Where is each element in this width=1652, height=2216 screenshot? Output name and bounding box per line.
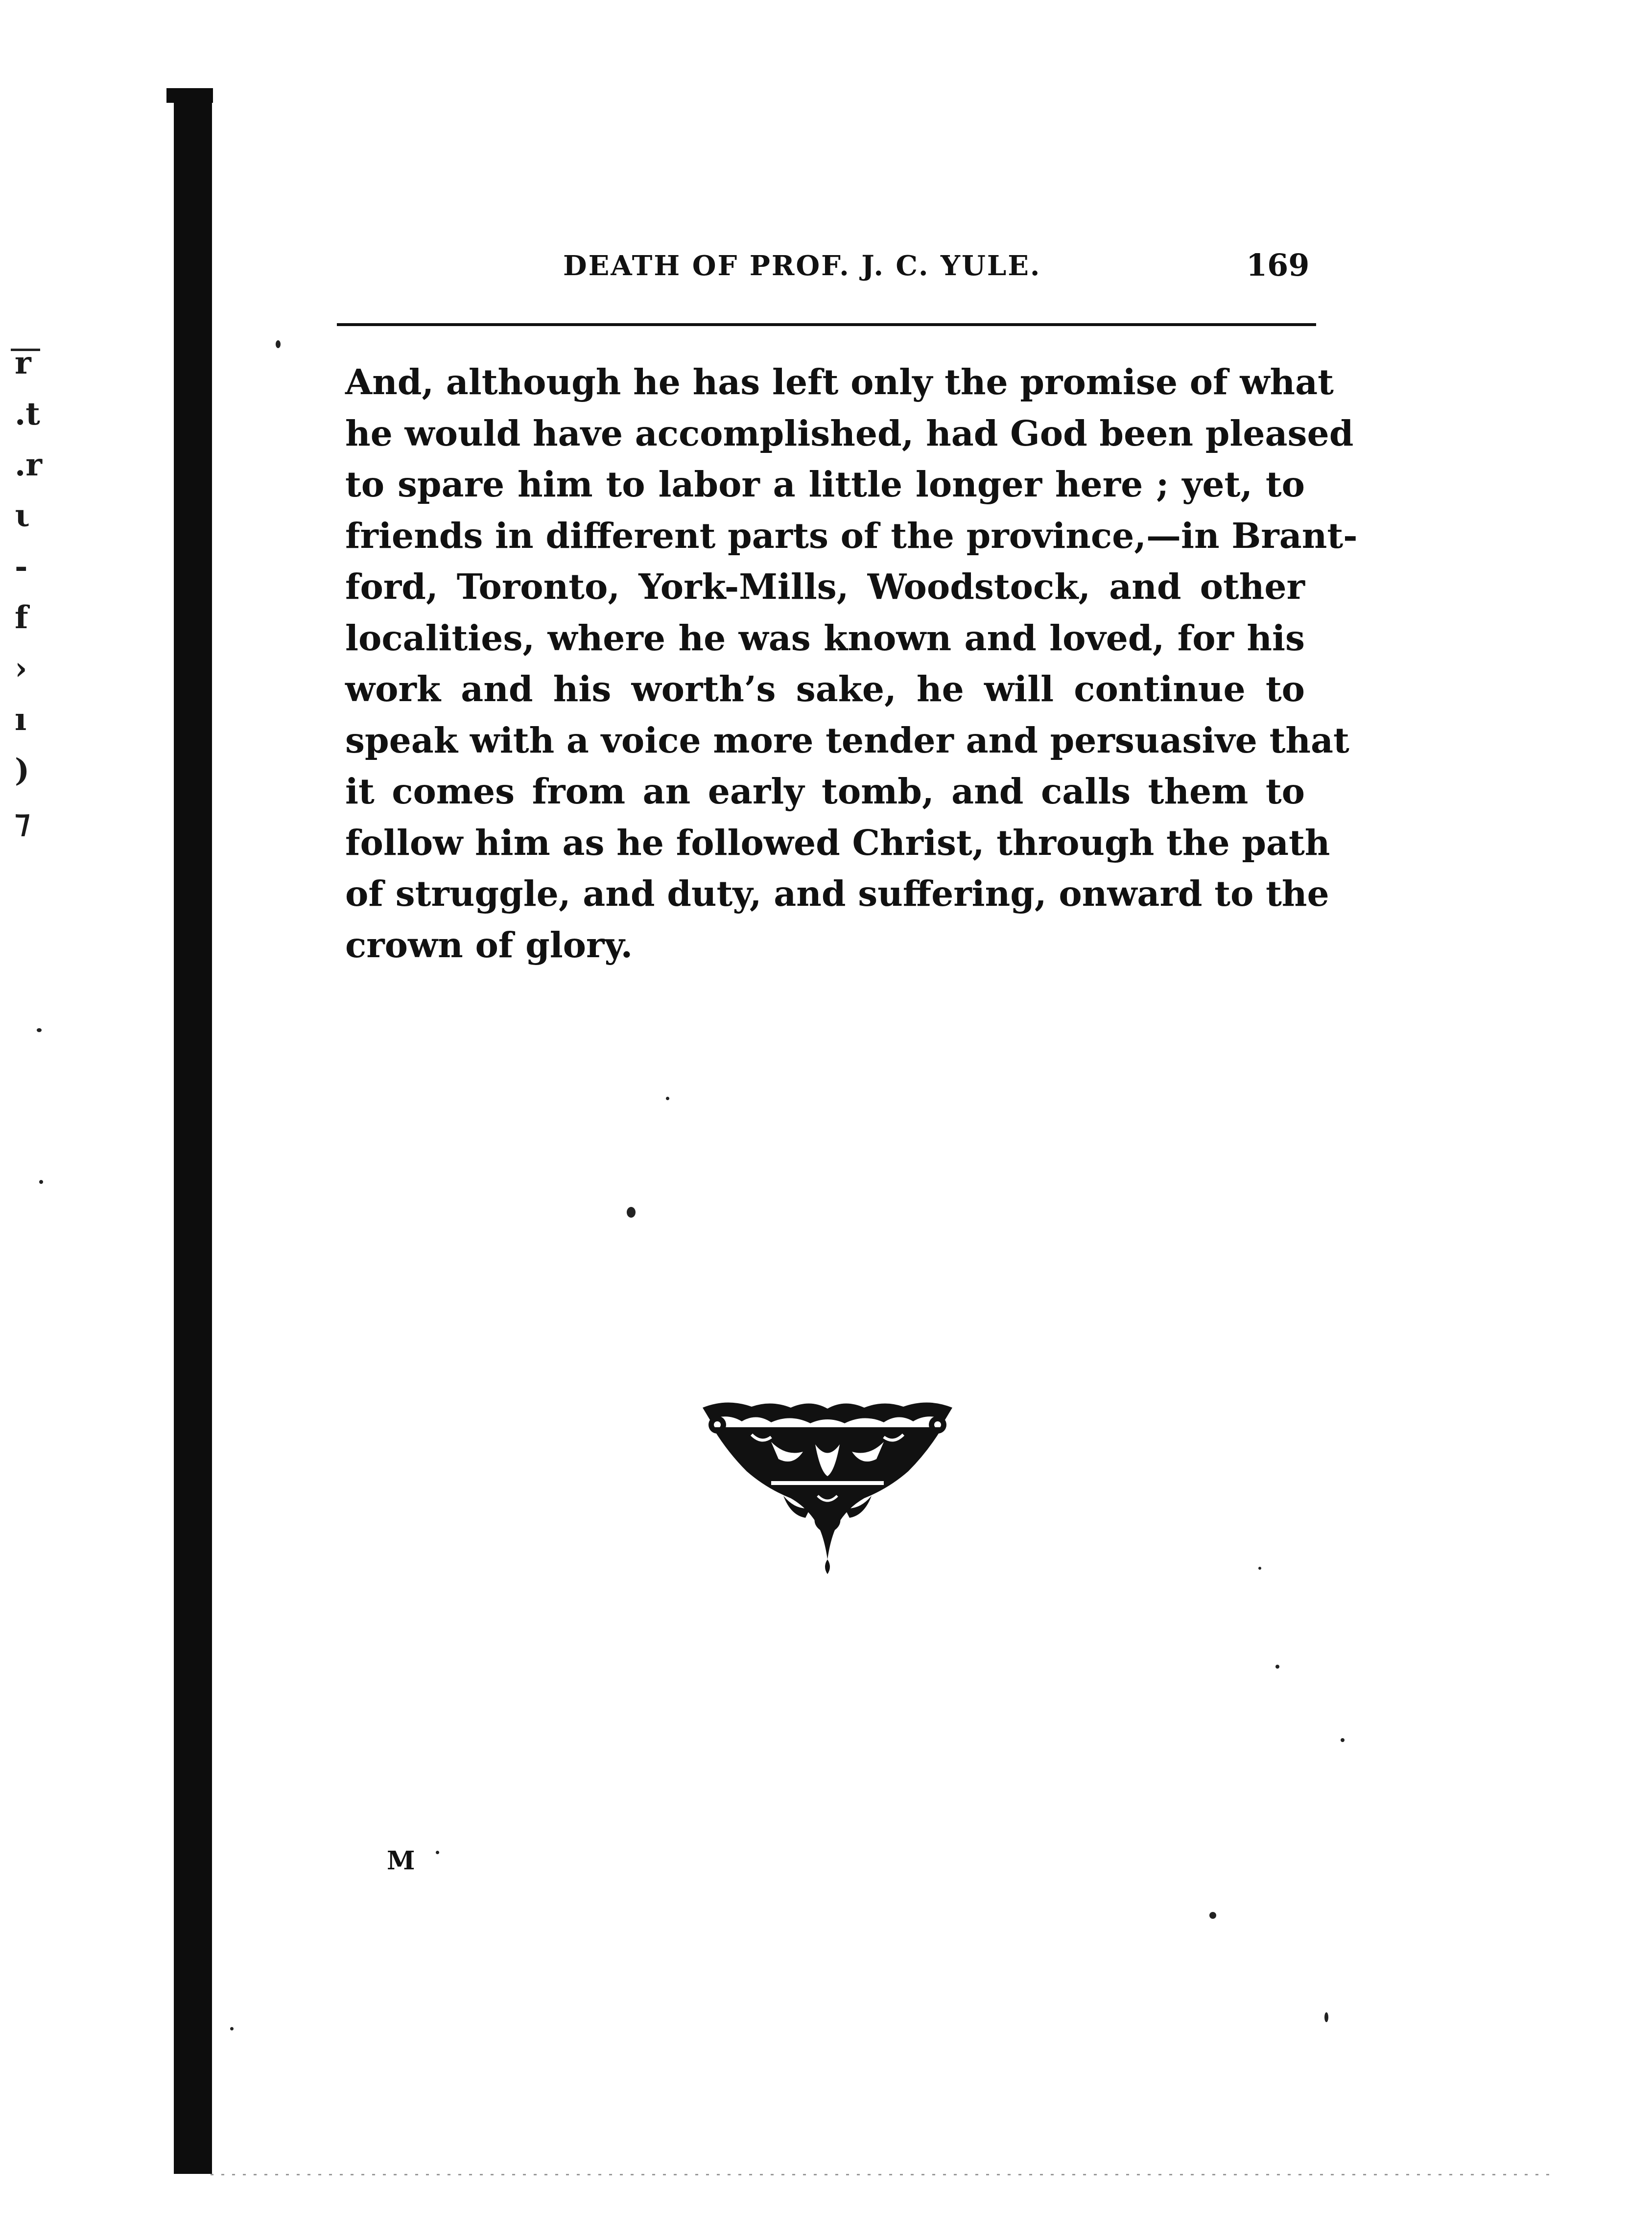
bleed-through-letter: r (15, 345, 31, 381)
print-speck (436, 1851, 439, 1854)
text-line: speak with a voice more tender and persuasive that (345, 719, 1349, 761)
running-head-title: DEATH OF PROF. J. C. YULE. (563, 250, 1041, 282)
text-line: to spare him to labor a little longer here ; yet, to (345, 464, 1305, 505)
print-speck (1209, 1912, 1216, 1919)
print-speck (276, 340, 281, 348)
bleed-through-letter: ι (15, 497, 30, 534)
print-speck (666, 1097, 669, 1100)
bleed-through-letter: ) (15, 752, 30, 789)
print-speck (1258, 1567, 1261, 1570)
bleed-through-letter: - (15, 548, 28, 585)
binding-edge (174, 95, 212, 2174)
bleed-through-letter: .r (15, 447, 42, 483)
print-speck (39, 1180, 43, 1184)
bleed-through-letter: f (15, 599, 28, 636)
print-speck (230, 2027, 234, 2030)
text-line: follow him as he followed Christ, through the path (345, 822, 1330, 863)
bleed-through-letter: ⁊ (15, 803, 30, 840)
page-number: 169 (1246, 247, 1310, 283)
text-line: ford, Toronto, York-Mills, Woodstock, and other (345, 566, 1305, 607)
body-paragraph (345, 356, 1358, 970)
tailpiece-ornament-icon (698, 1398, 957, 1579)
print-speck (627, 1207, 636, 1218)
text-line: of struggle, and duty, and suffering, onward to the (345, 873, 1329, 914)
print-speck (1341, 1738, 1345, 1742)
text-line: work and his worth’s sake, he will continue to (345, 668, 1305, 709)
signature-mark: M (387, 1846, 415, 1876)
header-rule (337, 323, 1316, 326)
bottom-edge-noise (211, 2174, 1557, 2175)
text-line: And, although he has left only the promise of what (345, 361, 1334, 402)
bleed-through-letter: ı (15, 701, 27, 738)
print-speck (37, 1028, 42, 1032)
bleed-through-letter: .t (15, 396, 40, 432)
bleed-through-letter: › (15, 650, 27, 687)
text-line: friends in different parts of the province,—in Brant- (345, 515, 1358, 556)
print-speck (1324, 2012, 1328, 2022)
print-speck (1275, 1665, 1279, 1669)
text-line: crown of glory. (345, 924, 633, 966)
text-line: localities, where he was known and loved, for his (345, 617, 1305, 659)
bleed-through-letters (15, 338, 73, 847)
text-line: it comes from an early tomb, and calls them to (345, 771, 1305, 812)
text-line: he would have accomplished, had God been pleased (345, 412, 1354, 454)
